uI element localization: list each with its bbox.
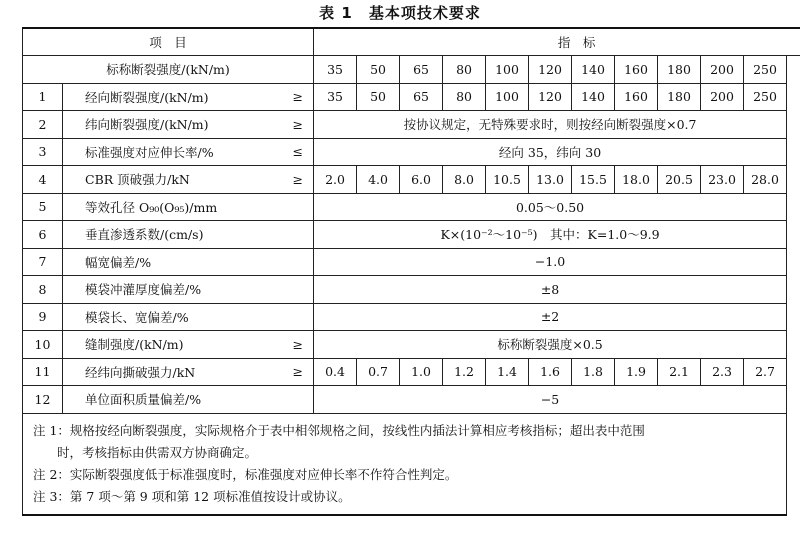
header-index: 指 标: [314, 28, 800, 56]
row-name: 单位面积质量偏差/%: [63, 386, 254, 414]
row-text: 按协议规定，无特殊要求时，则按经向断裂强度×0.7: [314, 111, 787, 139]
row-comparator: ≥: [254, 111, 314, 139]
header-item: 项 目: [23, 28, 314, 56]
row-value: 1.8: [572, 358, 615, 386]
row-value: 1.2: [443, 358, 486, 386]
row-value: 80: [443, 83, 486, 111]
row-comparator: [254, 303, 314, 331]
header-row: [23, 28, 800, 56]
row-number: 5: [23, 193, 63, 221]
row-value: 0.4: [314, 358, 357, 386]
row-value: 140: [572, 83, 615, 111]
row-value: 1.6: [529, 358, 572, 386]
row-value: 35: [314, 83, 357, 111]
row-number: 2: [23, 111, 63, 139]
nominal-label: 标称断裂强度/(kN/m): [23, 56, 314, 84]
table-row: [23, 193, 800, 221]
nominal-value: 50: [357, 56, 400, 84]
row-value: 1.9: [615, 358, 658, 386]
note-text: 注 1：规格按经向断裂强度，实际规格介于表中相邻规格之间，按线性内插法计算相应考核指标；超出表中范围: [33, 422, 645, 438]
row-number: 6: [23, 221, 63, 249]
row-value: 50: [357, 83, 400, 111]
nominal-value: 140: [572, 56, 615, 84]
nominal-value: 180: [658, 56, 701, 84]
row-value: 100: [486, 83, 529, 111]
row-value: 15.5: [572, 166, 615, 194]
table-row: [23, 248, 800, 276]
table-row: [23, 276, 800, 304]
row-value: 65: [400, 83, 443, 111]
nominal-value: 35: [314, 56, 357, 84]
row-value: 200: [701, 83, 744, 111]
row-number: 1: [23, 83, 63, 111]
note-text: 注 2：实际断裂强度低于标准强度时，标准强度对应伸长率不作符合性判定。: [33, 466, 458, 482]
row-value: 180: [658, 83, 701, 111]
nominal-value: 100: [486, 56, 529, 84]
row-text: −1.0: [314, 248, 787, 276]
table-row: [23, 386, 800, 414]
row-number: 9: [23, 303, 63, 331]
row-text: 0.05～0.50: [314, 193, 787, 221]
row-text: ±8: [314, 276, 787, 304]
row-text: −5: [314, 386, 787, 414]
nominal-row: [23, 56, 800, 84]
row-number: 7: [23, 248, 63, 276]
row-name: 模袋冲灌厚度偏差/%: [63, 276, 254, 304]
row-value: 18.0: [615, 166, 658, 194]
row-comparator: ≥: [254, 83, 314, 111]
row-value: 160: [615, 83, 658, 111]
row-name: 经向断裂强度/(kN/m): [63, 83, 254, 111]
row-number: 11: [23, 358, 63, 386]
row-value: 23.0: [701, 166, 744, 194]
row-value: 28.0: [744, 166, 787, 194]
nominal-value: 80: [443, 56, 486, 84]
row-text: K×(10⁻²～10⁻⁵) 其中：K=1.0～9.9: [314, 221, 787, 249]
row-value: 2.7: [744, 358, 787, 386]
row-number: 12: [23, 386, 63, 414]
row-value: 13.0: [529, 166, 572, 194]
row-number: 10: [23, 331, 63, 359]
nominal-value: 120: [529, 56, 572, 84]
row-name: 缝制强度/(kN/m): [63, 331, 254, 359]
row-name: 经纬向撕破强力/kN: [63, 358, 254, 386]
row-name: 标准强度对应伸长率/%: [63, 138, 254, 166]
row-comparator: [254, 386, 314, 414]
row-text: 经向 35，纬向 30: [314, 138, 787, 166]
row-name: 等效孔径 O₉₀(O₉₅)/mm: [63, 193, 254, 221]
row-comparator: [254, 248, 314, 276]
row-comparator: [254, 193, 314, 221]
nominal-value: 65: [400, 56, 443, 84]
row-name: 模袋长、宽偏差/%: [63, 303, 254, 331]
row-name: CBR 顶破强力/kN: [63, 166, 254, 194]
nominal-value: 200: [701, 56, 744, 84]
table-row: [23, 166, 800, 194]
table-row: [23, 358, 800, 386]
row-value: 2.1: [658, 358, 701, 386]
row-name: 幅宽偏差/%: [63, 248, 254, 276]
table-row: [23, 111, 800, 139]
spec-table: [22, 27, 800, 516]
row-value: 250: [744, 83, 787, 111]
row-value: 2.0: [314, 166, 357, 194]
row-value: 2.3: [701, 358, 744, 386]
row-value: 1.0: [400, 358, 443, 386]
row-comparator: ≤: [254, 138, 314, 166]
note-text: 时，考核指标由供需双方协商确定。: [57, 444, 258, 460]
row-number: 4: [23, 166, 63, 194]
row-value: 1.4: [486, 358, 529, 386]
table-row: [23, 83, 800, 111]
row-value: 10.5: [486, 166, 529, 194]
row-number: 3: [23, 138, 63, 166]
table-row: [23, 331, 800, 359]
row-comparator: ≥: [254, 358, 314, 386]
note-text: 注 3：第 7 项～第 9 项和第 12 项标准值按设计或协议。: [33, 488, 351, 504]
row-comparator: [254, 221, 314, 249]
table-row: [23, 303, 800, 331]
table-title: 表 1 基本项技术要求: [319, 4, 481, 22]
notes-row: [23, 413, 800, 515]
row-comparator: [254, 276, 314, 304]
row-value: 0.7: [357, 358, 400, 386]
row-value: 8.0: [443, 166, 486, 194]
row-value: 20.5: [658, 166, 701, 194]
row-number: 8: [23, 276, 63, 304]
row-value: 4.0: [357, 166, 400, 194]
row-name: 纬向断裂强度/(kN/m): [63, 111, 254, 139]
row-text: ±2: [314, 303, 787, 331]
nominal-value: 250: [744, 56, 787, 84]
table-row: [23, 138, 800, 166]
row-name: 垂直渗透系数/(cm/s): [63, 221, 254, 249]
table-row: [23, 221, 800, 249]
row-comparator: ≥: [254, 166, 314, 194]
notes-cell: [23, 413, 787, 515]
row-comparator: ≥: [254, 331, 314, 359]
row-value: 6.0: [400, 166, 443, 194]
row-value: 120: [529, 83, 572, 111]
row-text: 标称断裂强度×0.5: [314, 331, 787, 359]
nominal-value: 160: [615, 56, 658, 84]
